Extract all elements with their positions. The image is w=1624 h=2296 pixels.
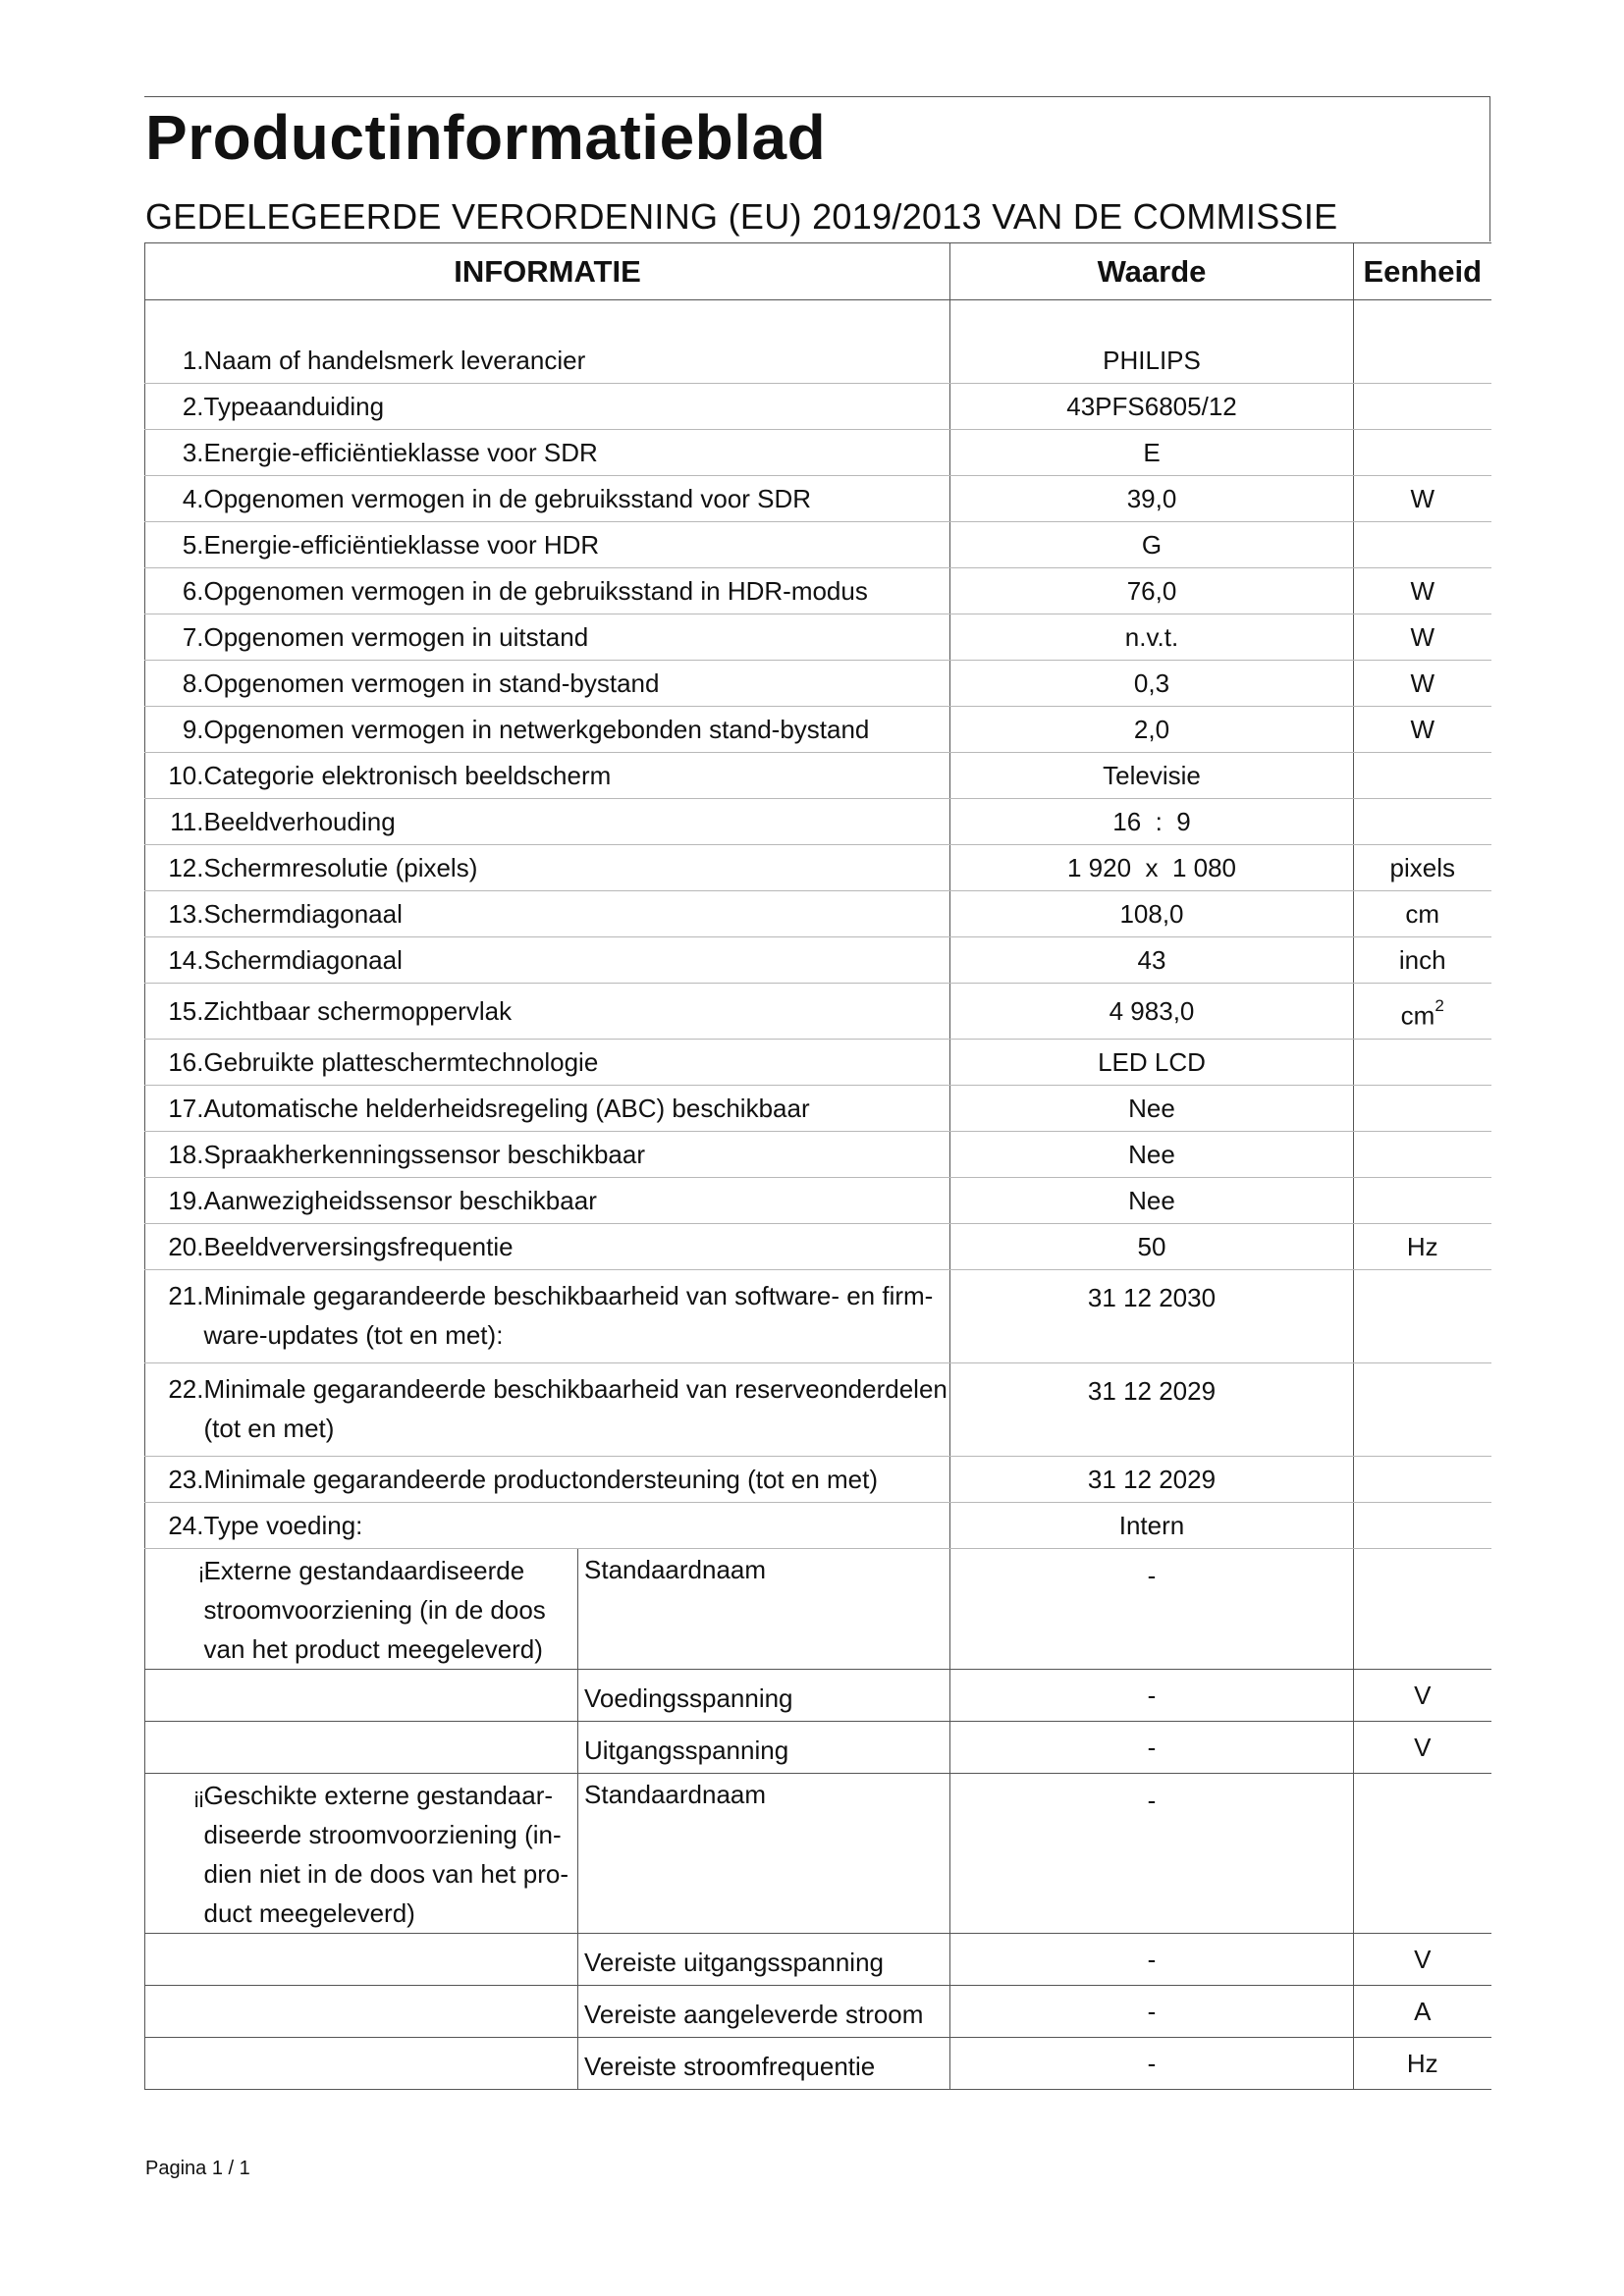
supply-ii-item-unit: Hz bbox=[1354, 2038, 1491, 2090]
row-label-line: Minimale gegarandeerde beschikbaarheid van software- en firm- bbox=[203, 1281, 934, 1310]
supply-i-number: i bbox=[145, 1549, 204, 1670]
table-row bbox=[145, 568, 1491, 614]
supply-i-row bbox=[145, 1549, 1491, 1670]
row-value: n.v.t. bbox=[950, 614, 1354, 661]
row-label bbox=[204, 1270, 950, 1363]
supply-ii-label-line: Geschikte externe gestandaar- bbox=[203, 1781, 554, 1810]
supply-ii-item-value: - bbox=[950, 1986, 1354, 2038]
row-label-line: Minimale gegarandeerde beschikbaarheid van reserveonderdelen bbox=[203, 1374, 947, 1404]
row-value: LED LCD bbox=[950, 1040, 1354, 1086]
row-label bbox=[204, 1363, 950, 1457]
row-label: Schermdiagonaal bbox=[204, 937, 950, 984]
row-value: Nee bbox=[950, 1178, 1354, 1224]
row-value: E bbox=[950, 430, 1354, 476]
supply-ii-row bbox=[145, 2038, 1491, 2090]
supply-ii-label-line: dien niet in de doos van het pro- bbox=[203, 1859, 568, 1889]
row-number: 10. bbox=[145, 753, 204, 799]
supply-i-label-line: Externe gestandaardiseerde bbox=[203, 1556, 525, 1585]
row-unit bbox=[1354, 799, 1491, 845]
supply-ii-item-unit: V bbox=[1354, 1934, 1491, 1986]
row-number: 14. bbox=[145, 937, 204, 984]
row-value: 108,0 bbox=[950, 891, 1354, 937]
row-number: 8. bbox=[145, 661, 204, 707]
table-row bbox=[145, 984, 1491, 1040]
row-value: 16 : 9 bbox=[950, 799, 1354, 845]
row-value: Nee bbox=[950, 1086, 1354, 1132]
row-value: Nee bbox=[950, 1132, 1354, 1178]
supply-i-row bbox=[145, 1722, 1491, 1774]
row-value: 39,0 bbox=[950, 476, 1354, 522]
supply-i-item-name: Uitgangsspanning bbox=[578, 1722, 950, 1774]
supply-ii-item-name: Vereiste aangeleverde stroom bbox=[578, 1986, 950, 2038]
supply-i-item-value: - bbox=[950, 1549, 1354, 1670]
table-header-row bbox=[145, 243, 1491, 300]
supply-ii-item-value: - bbox=[950, 2038, 1354, 2090]
supply-ii-number: ii bbox=[145, 1774, 204, 1934]
table-row bbox=[145, 661, 1491, 707]
row-value: 76,0 bbox=[950, 568, 1354, 614]
row-label: Typeaanduiding bbox=[204, 384, 950, 430]
table-row bbox=[145, 614, 1491, 661]
row-number: 19. bbox=[145, 1178, 204, 1224]
row-unit bbox=[1354, 1132, 1491, 1178]
row-label: Naam of handelsmerk leverancier bbox=[204, 338, 950, 384]
row-label: Beeldverversingsfrequentie bbox=[204, 1224, 950, 1270]
row-label: Aanwezigheidssensor beschikbaar bbox=[204, 1178, 950, 1224]
row-unit: W bbox=[1354, 707, 1491, 753]
row-label: Gebruikte platteschermtechnologie bbox=[204, 1040, 950, 1086]
supply-i-item-value: - bbox=[950, 1670, 1354, 1722]
table-row bbox=[145, 753, 1491, 799]
row-label: Schermdiagonaal bbox=[204, 891, 950, 937]
row-unit bbox=[1354, 1040, 1491, 1086]
row-label: Opgenomen vermogen in uitstand bbox=[204, 614, 950, 661]
table-row bbox=[145, 430, 1491, 476]
table-row bbox=[145, 1503, 1491, 1549]
row-value: 4 983,0 bbox=[950, 984, 1354, 1040]
row-number: 13. bbox=[145, 891, 204, 937]
supply-ii-item-name: Vereiste stroomfrequentie bbox=[578, 2038, 950, 2090]
supply-ii-label-line: diseerde stroomvoorziening (in- bbox=[203, 1820, 562, 1849]
table-row bbox=[145, 1457, 1491, 1503]
row-label: Spraakherkenningssensor beschikbaar bbox=[204, 1132, 950, 1178]
supply-ii-item-name: Standaardnaam bbox=[578, 1774, 950, 1934]
supply-ii-row bbox=[145, 1774, 1491, 1934]
table-row bbox=[145, 1040, 1491, 1086]
row-value: 31 12 2030 bbox=[950, 1270, 1354, 1363]
row-value: 31 12 2029 bbox=[950, 1363, 1354, 1457]
header-eenheid: Eenheid bbox=[1354, 243, 1491, 300]
row-unit bbox=[1354, 1270, 1491, 1363]
row-number: 12. bbox=[145, 845, 204, 891]
supply-ii-label-line: duct meegeleverd) bbox=[203, 1898, 415, 1928]
row-label: Energie-efficiëntieklasse voor SDR bbox=[204, 430, 950, 476]
row-unit bbox=[1354, 430, 1491, 476]
table-row bbox=[145, 1178, 1491, 1224]
row-unit: W bbox=[1354, 661, 1491, 707]
row-label: Type voeding: bbox=[204, 1503, 950, 1549]
row-unit: pixels bbox=[1354, 845, 1491, 891]
table-row bbox=[145, 476, 1491, 522]
table-row bbox=[145, 522, 1491, 568]
row-number: 21. bbox=[145, 1270, 204, 1363]
row-label: Categorie elektronisch beeldscherm bbox=[204, 753, 950, 799]
table-row bbox=[145, 707, 1491, 753]
row-value: Intern bbox=[950, 1503, 1354, 1549]
row-unit: W bbox=[1354, 614, 1491, 661]
row-number: 6. bbox=[145, 568, 204, 614]
row-label: Beeldverhouding bbox=[204, 799, 950, 845]
supply-i-item-unit bbox=[1354, 1549, 1491, 1670]
row-unit: inch bbox=[1354, 937, 1491, 984]
row-unit bbox=[1354, 1457, 1491, 1503]
row-label-line: (tot en met) bbox=[203, 1414, 335, 1443]
row-unit: W bbox=[1354, 476, 1491, 522]
row-number: 18. bbox=[145, 1132, 204, 1178]
row-label: Zichtbaar schermoppervlak bbox=[204, 984, 950, 1040]
page-title: Productinformatieblad bbox=[145, 102, 827, 173]
row-number: 23. bbox=[145, 1457, 204, 1503]
row-number: 1. bbox=[145, 338, 204, 384]
supply-i-label bbox=[204, 1549, 578, 1670]
table-row bbox=[145, 1270, 1491, 1363]
supply-i-label-line: van het product meegeleverd) bbox=[203, 1634, 543, 1664]
unit-superscript: 2 bbox=[1435, 996, 1444, 1016]
row-label: Opgenomen vermogen in de gebruiksstand in HDR-modus bbox=[204, 568, 950, 614]
row-value: Televisie bbox=[950, 753, 1354, 799]
row-unit: Hz bbox=[1354, 1224, 1491, 1270]
row-label: Energie-efficiëntieklasse voor HDR bbox=[204, 522, 950, 568]
row-unit bbox=[1354, 753, 1491, 799]
row-label: Automatische helderheidsregeling (ABC) beschikbaar bbox=[204, 1086, 950, 1132]
supply-i-label-line: stroomvoorziening (in de doos bbox=[203, 1595, 546, 1625]
spacer-row bbox=[145, 300, 1491, 339]
row-value: 1 920 x 1 080 bbox=[950, 845, 1354, 891]
row-number: 17. bbox=[145, 1086, 204, 1132]
supply-i-item-name: Standaardnaam bbox=[578, 1549, 950, 1670]
supply-ii-item-unit bbox=[1354, 1774, 1491, 1934]
row-unit: W bbox=[1354, 568, 1491, 614]
table-row bbox=[145, 338, 1491, 384]
unit-base: cm bbox=[1400, 1000, 1435, 1031]
table-row bbox=[145, 384, 1491, 430]
row-number: 24. bbox=[145, 1503, 204, 1549]
row-value: 43PFS6805/12 bbox=[950, 384, 1354, 430]
table-row bbox=[145, 845, 1491, 891]
supply-ii-row bbox=[145, 1934, 1491, 1986]
row-value: G bbox=[950, 522, 1354, 568]
table-row bbox=[145, 1224, 1491, 1270]
row-unit bbox=[1354, 1178, 1491, 1224]
table-row bbox=[145, 1132, 1491, 1178]
row-unit bbox=[1354, 384, 1491, 430]
row-number: 16. bbox=[145, 1040, 204, 1086]
supply-ii-item-name: Vereiste uitgangsspanning bbox=[578, 1934, 950, 1986]
row-label: Minimale gegarandeerde productondersteuning (tot en met) bbox=[204, 1457, 950, 1503]
row-label: Opgenomen vermogen in de gebruiksstand voor SDR bbox=[204, 476, 950, 522]
supply-i-item-unit: V bbox=[1354, 1722, 1491, 1774]
supply-ii-item-value: - bbox=[950, 1934, 1354, 1986]
row-unit bbox=[1354, 1503, 1491, 1549]
supply-ii-row bbox=[145, 1986, 1491, 2038]
row-number: 22. bbox=[145, 1363, 204, 1457]
table-row bbox=[145, 937, 1491, 984]
header-informatie: INFORMATIE bbox=[145, 243, 950, 300]
row-value: 31 12 2029 bbox=[950, 1457, 1354, 1503]
row-value: 0,3 bbox=[950, 661, 1354, 707]
row-unit bbox=[1354, 1363, 1491, 1457]
supply-ii-item-value: - bbox=[950, 1774, 1354, 1934]
row-unit bbox=[1354, 522, 1491, 568]
row-number: 2. bbox=[145, 384, 204, 430]
table-row bbox=[145, 799, 1491, 845]
page-subtitle: GEDELEGEERDE VERORDENING (EU) 2019/2013 VAN DE COMMISSIE bbox=[145, 196, 1338, 237]
row-value: 2,0 bbox=[950, 707, 1354, 753]
row-label: Schermresolutie (pixels) bbox=[204, 845, 950, 891]
product-info-table bbox=[144, 242, 1491, 2090]
table-row bbox=[145, 1363, 1491, 1457]
supply-ii-item-unit: A bbox=[1354, 1986, 1491, 2038]
row-number: 7. bbox=[145, 614, 204, 661]
page-footer: Pagina 1 / 1 bbox=[145, 2158, 250, 2179]
row-unit bbox=[1354, 1086, 1491, 1132]
supply-ii-label bbox=[204, 1774, 578, 1934]
supply-i-item-name: Voedingsspanning bbox=[578, 1670, 950, 1722]
supply-i-item-unit: V bbox=[1354, 1670, 1491, 1722]
supply-i-item-value: - bbox=[950, 1722, 1354, 1774]
row-number: 20. bbox=[145, 1224, 204, 1270]
row-number: 3. bbox=[145, 430, 204, 476]
supply-i-row bbox=[145, 1670, 1491, 1722]
row-unit bbox=[1354, 338, 1491, 384]
row-unit: cm bbox=[1354, 891, 1491, 937]
row-number: 11. bbox=[145, 799, 204, 845]
row-number: 4. bbox=[145, 476, 204, 522]
header-waarde: Waarde bbox=[950, 243, 1354, 300]
row-value: PHILIPS bbox=[950, 338, 1354, 384]
row-number: 5. bbox=[145, 522, 204, 568]
row-unit bbox=[1354, 984, 1491, 1040]
row-label: Opgenomen vermogen in netwerkgebonden stand-bystand bbox=[204, 707, 950, 753]
row-number: 9. bbox=[145, 707, 204, 753]
row-number: 15. bbox=[145, 984, 204, 1040]
row-value: 50 bbox=[950, 1224, 1354, 1270]
row-label: Opgenomen vermogen in stand-bystand bbox=[204, 661, 950, 707]
table-row bbox=[145, 1086, 1491, 1132]
table-row bbox=[145, 891, 1491, 937]
row-value: 43 bbox=[950, 937, 1354, 984]
row-label-line: ware-updates (tot en met): bbox=[203, 1320, 504, 1350]
